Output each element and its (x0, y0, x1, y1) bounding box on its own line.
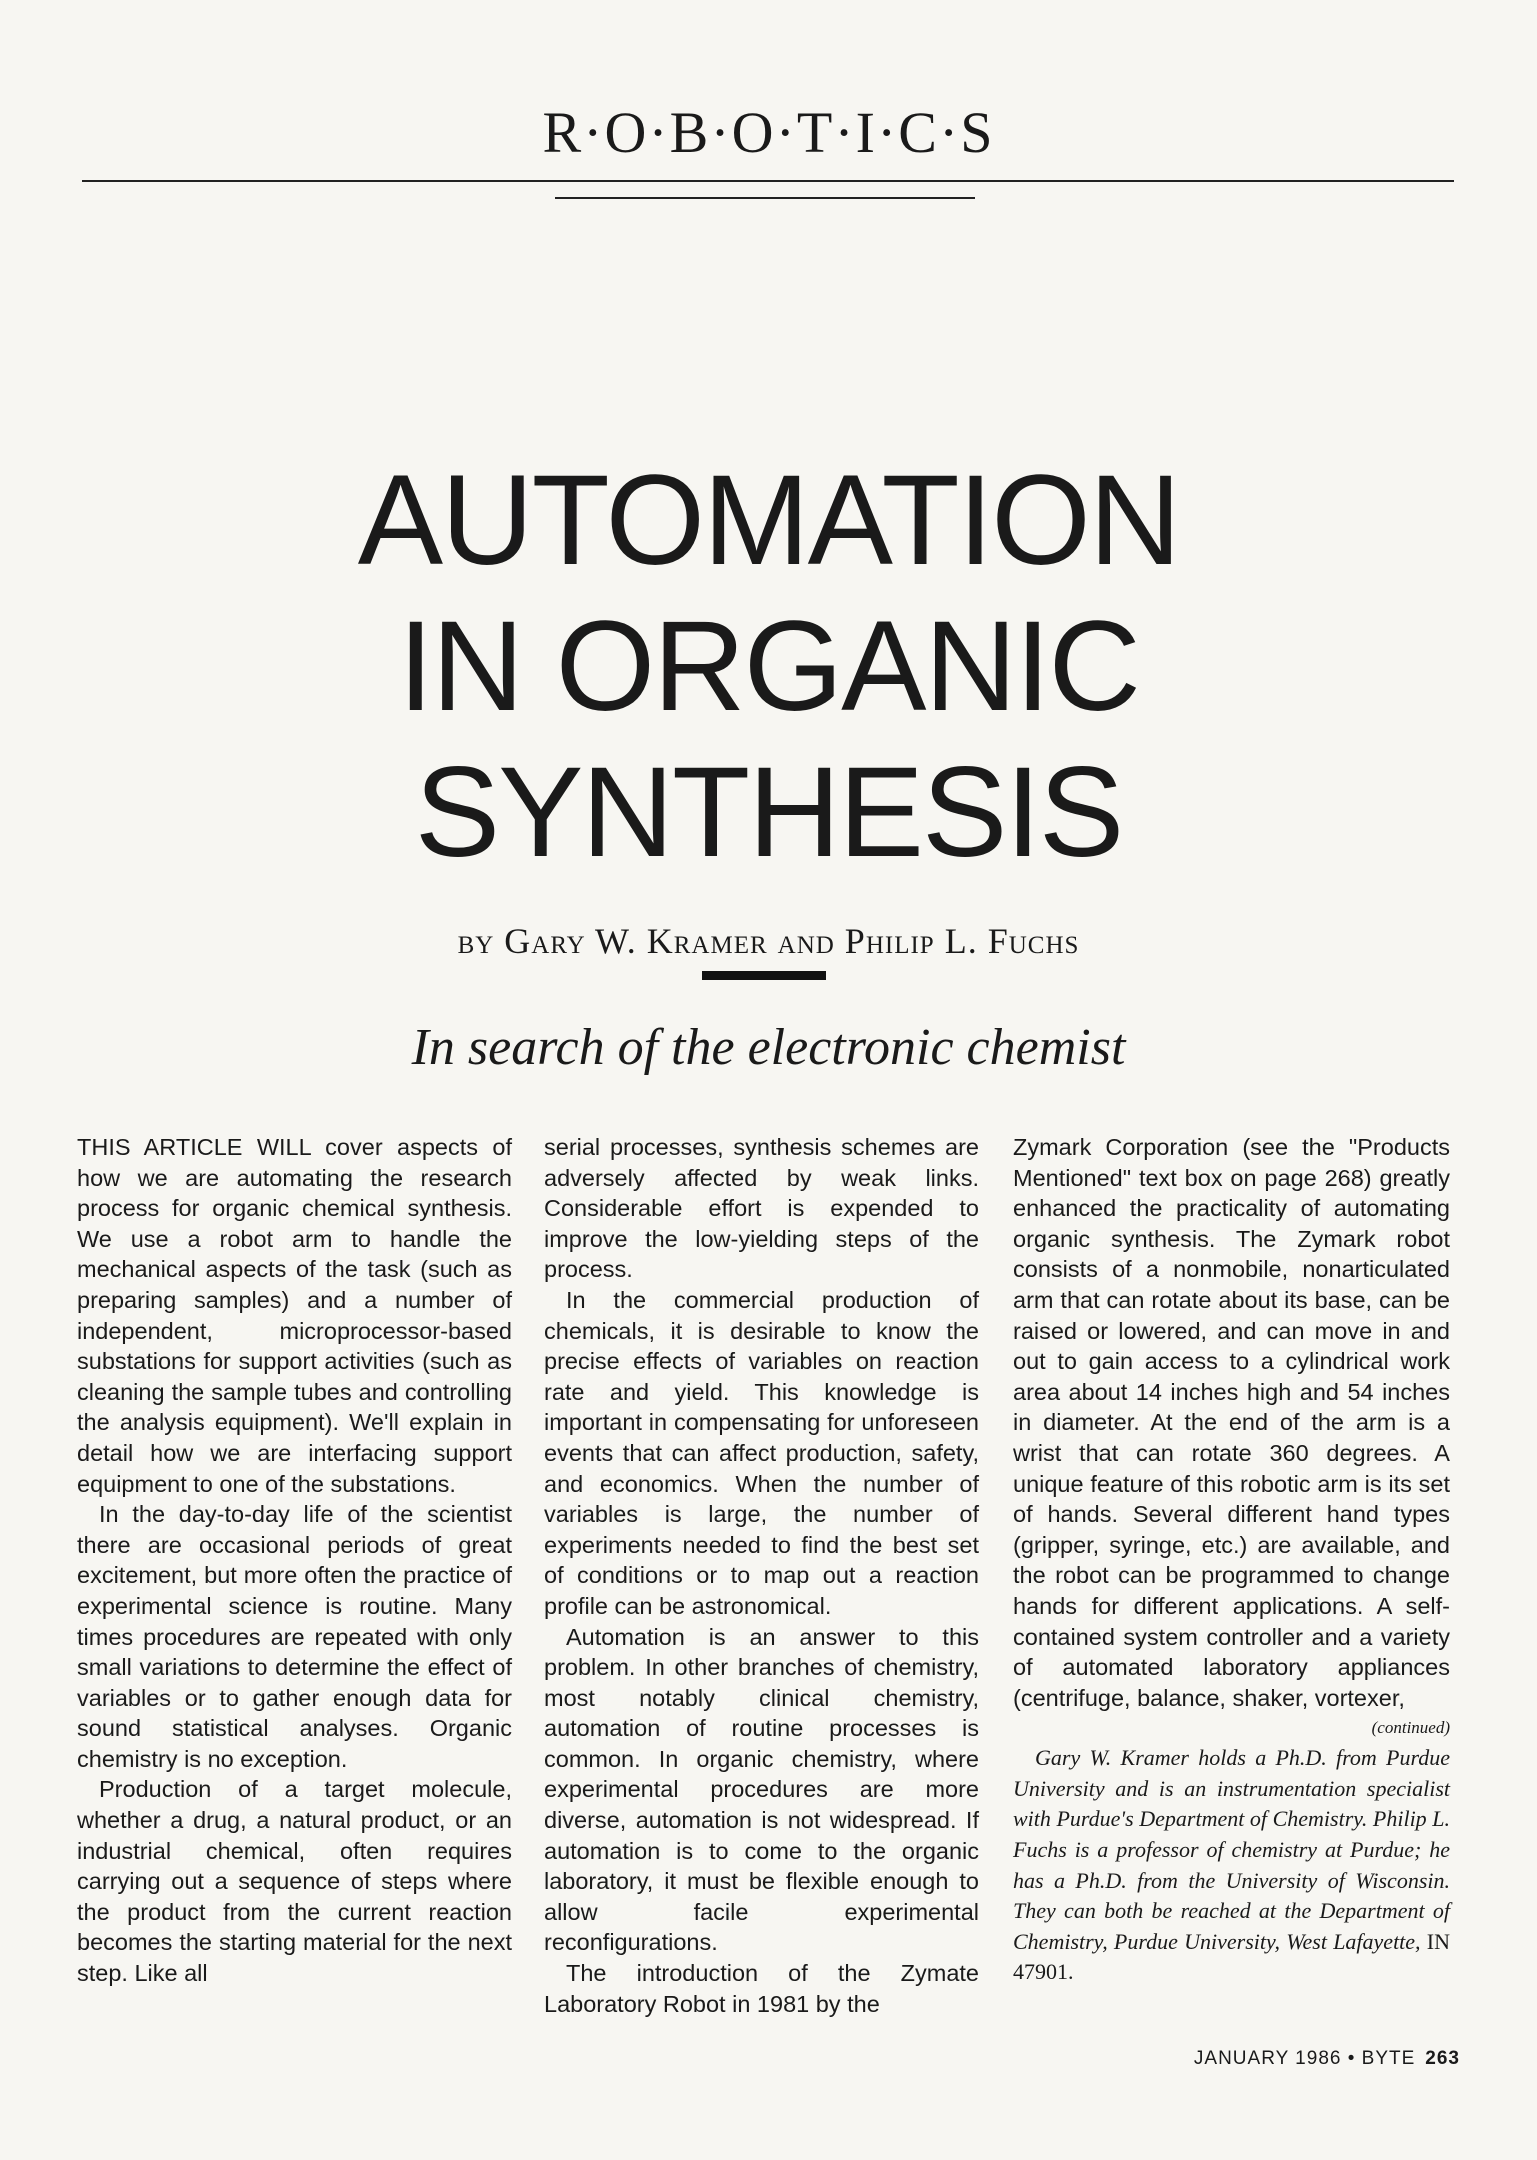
author-bio-zip: IN 47901. (1013, 1928, 1450, 1985)
body-column-1 (77, 1132, 512, 1989)
article-headline (0, 448, 1537, 886)
byline: by Gary W. Kramer and Philip L. Fuchs (457, 921, 1080, 961)
paragraph: In the day-to-day life of the scientist there are occasional periods of great excitement, but more often the practice of experimental science is routine. Many times procedures are repeated with only small variations to determine the effect of variables or to gather enough data for sound statistical analyses. Organic chemistry is no exception. (77, 1501, 512, 1772)
continued-note: (continued) (1371, 1718, 1450, 1738)
paragraph: Automation is an answer to this problem. In other branches of chemistry, most notably clinical chemistry, automation of routine processes is common. In organic chemistry, where experimental procedures are more diverse, automation is not widespread. If automation is to come to the organic laboratory, it must be flexible enough to allow facile experimental reconfigurations. (544, 1623, 979, 1956)
header-subrule (555, 197, 975, 199)
headline-line-1: AUTOMATION (357, 449, 1180, 592)
paragraph: In the commercial production of chemicals, it is desirable to know the precise effects of variables on reaction rate and yield. This knowledge is important in compensating for unforeseen events that can affect production, safety, and economics. When the number of variables is large, the number of experiments needed to find the best set of conditions or to map out a reaction profile can be astronomical. (544, 1286, 979, 1619)
page-number: 263 (1425, 2048, 1460, 2069)
article-deck: In search of the electronic chemist (411, 1019, 1126, 1076)
page-footer (1170, 2048, 1460, 2070)
section-label: R·O·B·O·T·I·C·S (542, 100, 995, 165)
header-rule (82, 180, 1454, 182)
author-bio (1013, 1743, 1450, 1988)
paragraph: THIS ARTICLE WILL cover aspects of how we are automating the research process for organic chemical synthesis. We use a robot arm to handle the mechanical aspects of the task (such as preparing samples) and a number of independent, microprocessor-based substations for support activities (such as cleaning the sample tubes and controlling the analysis equipment). We'll explain in detail how we are interfacing support equipment to one of the substations. (77, 1134, 512, 1497)
author-bio-text: Gary W. Kramer holds a Ph.D. from Purdue University and is an instrumentation specialist with Purdue's Department of Chemistry. Philip L. Fuchs is a professor of chemistry at Purdue; he has a Ph.D. from the University of Wisconsin. They can both be reached at the Department of Chemistry, Purdue University, West Lafayette, (1013, 1745, 1450, 1954)
body-column-3 (1013, 1132, 1450, 1988)
paragraph: Production of a target molecule, whether a drug, a natural product, or an industrial chemical, often requires carrying out a sequence of steps where the product from the current reaction becomes the starting material for the next step. Like all (77, 1776, 512, 1987)
headline-line-2: IN ORGANIC (398, 595, 1139, 738)
footer-issue: JANUARY 1986 • BYTE (1193, 2048, 1416, 2069)
headline-line-3: SYNTHESIS (414, 741, 1123, 884)
paragraph: The introduction of the Zymate Laboratory Robot in 1981 by the (544, 1960, 979, 2017)
body-column-2 (544, 1132, 979, 2019)
paragraph: serial processes, synthesis schemes are adversely affected by weak links. Considerable effort is expended to improve the low-yielding steps of the process. (544, 1134, 979, 1283)
byline-divider (702, 971, 826, 980)
paragraph: Zymark Corporation (see the "Products Mentioned" text box on page 268) greatly enhanced the practicality of automating organic synthesis. The Zymark robot consists of a nonmobile, nonarticulated arm that can rotate about its base, can be raised or lowered, and can move in and out to gain access to a cylindrical work area about 14 inches high and 54 inches in diameter. At the end of the arm is a wrist that can rotate 360 degrees. A unique feature of this robotic arm is its set of hands. Several different hand types (gripper, syringe, etc.) are available, and the robot can be programmed to change hands for different applications. A self-contained system controller and a variety of automated laboratory appliances (centrifuge, balance, shaker, vortexer, (1013, 1134, 1450, 1711)
